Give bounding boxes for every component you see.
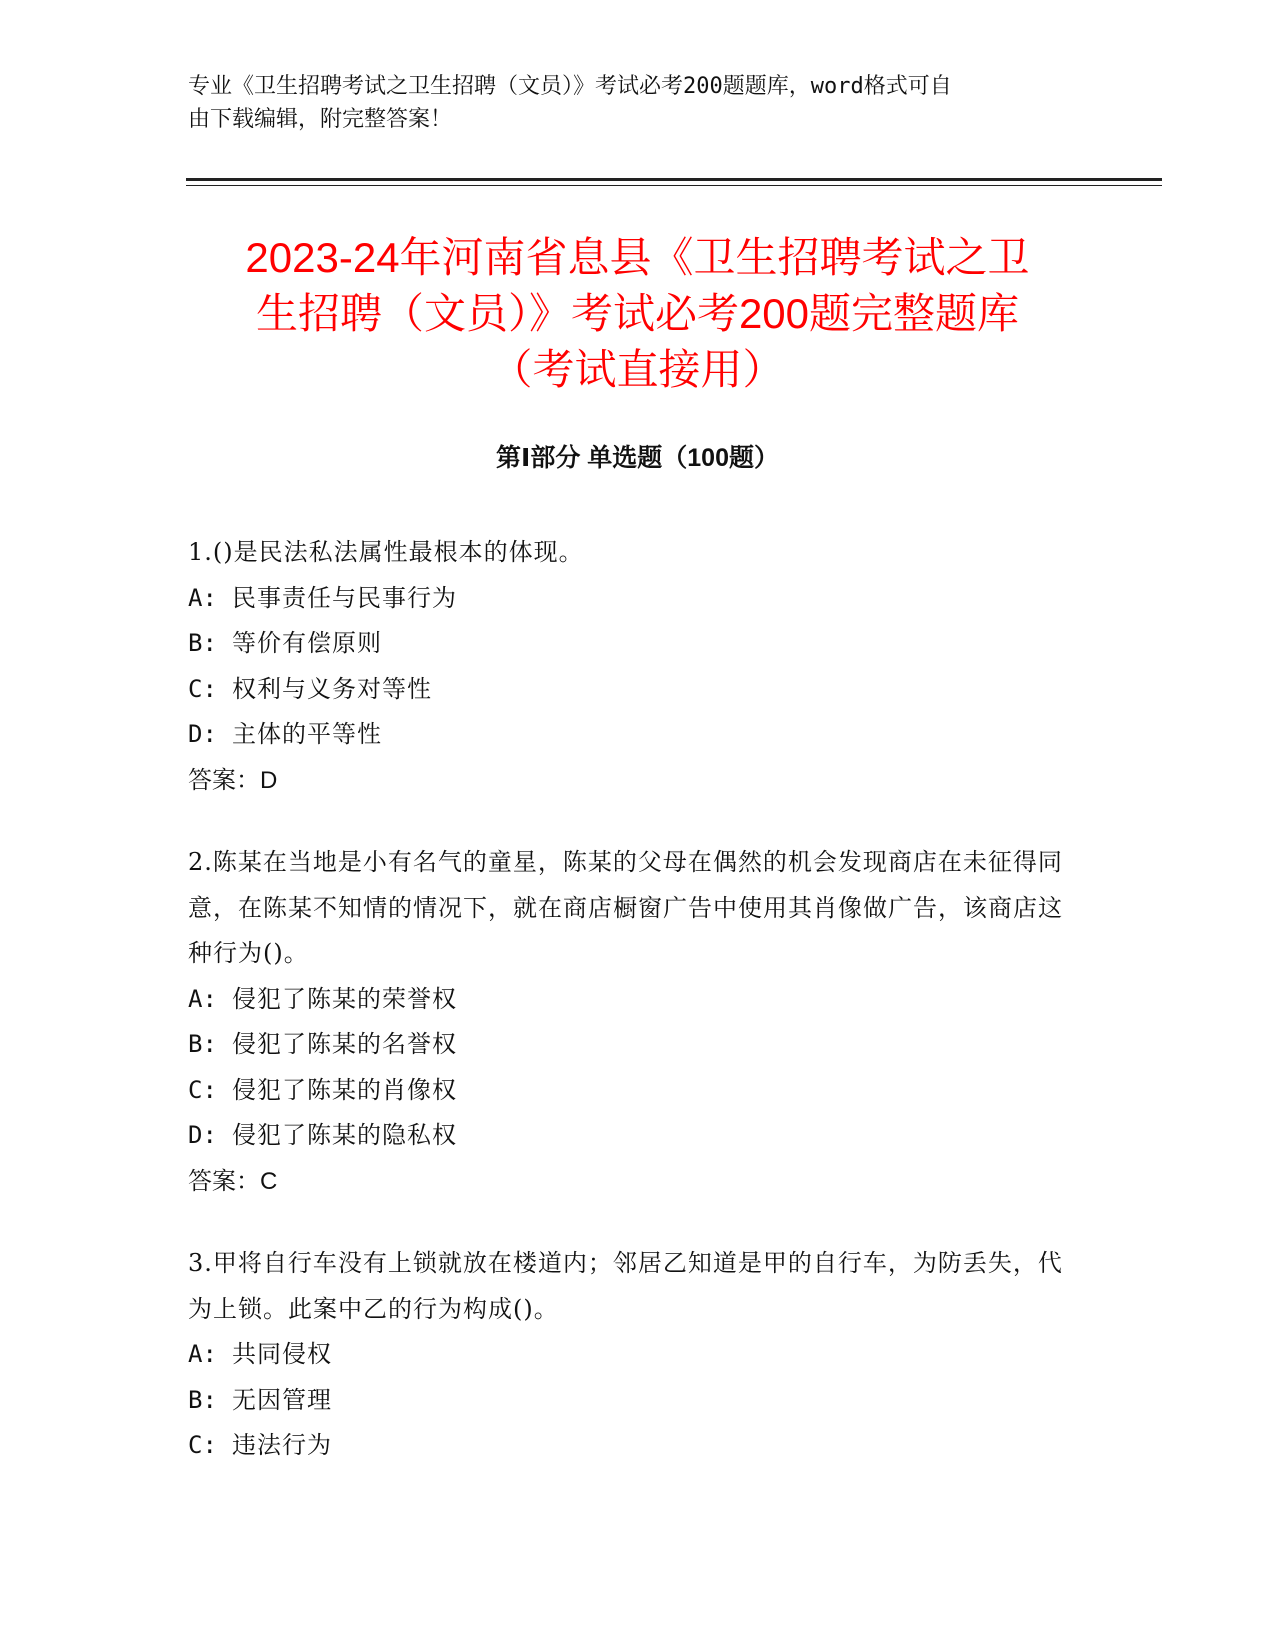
option-text: 共同侵权	[232, 1340, 332, 1368]
option-d	[188, 712, 1068, 758]
option-text: 侵犯了陈某的肖像权	[232, 1075, 457, 1104]
question-list	[188, 530, 1068, 1506]
option-letter: B:	[188, 1030, 217, 1058]
header-divider-thick	[186, 178, 1162, 181]
option-c	[188, 1068, 1068, 1114]
option-letter: B:	[188, 1385, 217, 1414]
option-text: 侵犯了陈某的隐私权	[232, 1121, 457, 1149]
section-heading: 第Ⅰ部分 单选题（100题）	[496, 444, 779, 472]
option-letter: A:	[188, 1340, 217, 1368]
document-title	[160, 230, 1115, 398]
answer-line: 答案：C	[188, 1167, 278, 1195]
option-text: 侵犯了陈某的名誉权	[232, 1030, 457, 1058]
question-item	[188, 530, 1068, 803]
question-item	[188, 840, 1068, 1204]
option-letter: D:	[188, 1121, 217, 1149]
header-note	[188, 70, 1068, 136]
option-text: 等价有偿原则	[232, 629, 382, 657]
option-letter: B:	[188, 629, 217, 657]
option-c	[188, 1423, 1068, 1469]
option-a	[188, 977, 1068, 1023]
document-title-line: 2023-24年河南省息县《卫生招聘考试之卫	[245, 234, 1030, 281]
option-b	[188, 1022, 1068, 1068]
option-c	[188, 667, 1068, 713]
question-item	[188, 1241, 1068, 1469]
option-text: 侵犯了陈某的荣誉权	[232, 984, 457, 1013]
question-stem: 3.甲将自行车没有上锁就放在楼道内；邻居乙知道是甲的自行车，为防丢失，代为上锁。此案中乙的行为构成()。	[188, 1249, 1063, 1323]
option-letter: C:	[188, 674, 217, 703]
option-d	[188, 1113, 1068, 1159]
header-note-line: 由下载编辑，附完整答案！	[188, 107, 453, 132]
option-text: 民事责任与民事行为	[232, 583, 457, 612]
document-title-line: 生招聘（文员）》考试必考200题完整题库	[255, 290, 1020, 337]
option-letter: C:	[188, 1075, 217, 1104]
answer-line: 答案：D	[188, 766, 278, 794]
option-letter: D:	[188, 720, 217, 748]
option-a	[188, 576, 1068, 622]
option-letter: A:	[188, 984, 217, 1013]
option-text: 违法行为	[232, 1431, 332, 1459]
question-stem: 2.陈某在当地是小有名气的童星，陈某的父母在偶然的机会发现商店在未征得同意，在陈某不知情的情况下，就在商店橱窗广告中使用其肖像做广告，该商店这种行为()。	[188, 848, 1063, 967]
header-divider-thin	[186, 185, 1162, 186]
option-letter: A:	[188, 583, 217, 612]
option-b	[188, 1378, 1068, 1424]
option-text: 无因管理	[232, 1385, 332, 1414]
option-text: 权利与义务对等性	[232, 674, 432, 703]
header-note-line: 专业《卫生招聘考试之卫生招聘（文员）》考试必考200题题库，word格式可自	[188, 74, 952, 99]
option-b	[188, 621, 1068, 667]
document-title-line: （考试直接用）	[490, 346, 785, 393]
option-a	[188, 1332, 1068, 1378]
option-text: 主体的平等性	[232, 720, 382, 748]
question-stem: 1.()是民法私法属性最根本的体现。	[188, 538, 584, 566]
option-letter: C:	[188, 1431, 217, 1459]
